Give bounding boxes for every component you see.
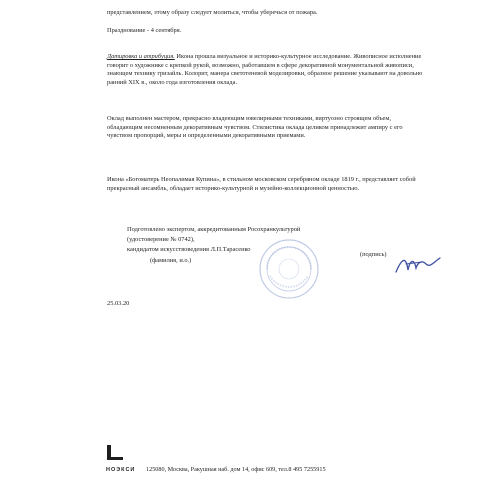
signature-line-1: Подготовлено экспертом, аккредитованным Росохранкультурой — [127, 226, 301, 233]
handwritten-signature — [392, 252, 444, 278]
noeksi-logo-icon — [107, 445, 125, 463]
paragraph-celebration: Празднование - 4 сентября. — [107, 27, 182, 34]
attribution-text: Икона прошла визуальное и историко-культурное исследование. Живописное исполнение говорит о художнике с крепкой рукой, возможно, работавшем в сфере декоративной монументальной живописи, знающем технику гризайль. Колорит, манера светотеневой моделировки, образное решение указывают на довольно ранний XIX в., около года изготовления оклада. — [107, 53, 423, 86]
signature-podpis: (подпись) — [360, 251, 387, 258]
signature-line-3: кандидатом искусствоведения Л.П.Тарасенко — [127, 246, 251, 253]
document-date: 25.03.20 — [107, 300, 130, 307]
signature-line-2: (удостоверение № 0742), — [127, 236, 195, 243]
footer-address: 125080, Москва, Ракушная наб. дом 14, офис 609, тел.8 495 7255915 — [146, 466, 326, 473]
official-stamp — [258, 238, 320, 300]
signature-line-4: (фамилия, и.о.) — [150, 257, 192, 264]
logo-text: НОЭКСИ — [106, 467, 136, 473]
paragraph-conclusion: Икона «Богоматерь Неопалимая Купина», в стильном московском серебряном окладе 1819 г., представляет собой прекрасный ансамбль, обладает историко-культурной и музейно-коллекционной ценностью. — [107, 176, 416, 192]
paragraph-oklad: Оклад выполнен мастером, прекрасно владеющим ювелирными техниками, виртуозно строящем объем, обладающим несомненным декоративным чувством. Стилистика оклада целиком принадлежит ампиру с его чувством пропорций, меры и определенными декоративными приемами. — [107, 115, 403, 140]
paragraph-attribution — [107, 53, 425, 87]
paragraph-1: представлением, этому образу следует молиться, чтобы уберечься от пожара. — [107, 9, 318, 16]
attribution-heading: Датировка и атрибуция. — [107, 53, 175, 60]
